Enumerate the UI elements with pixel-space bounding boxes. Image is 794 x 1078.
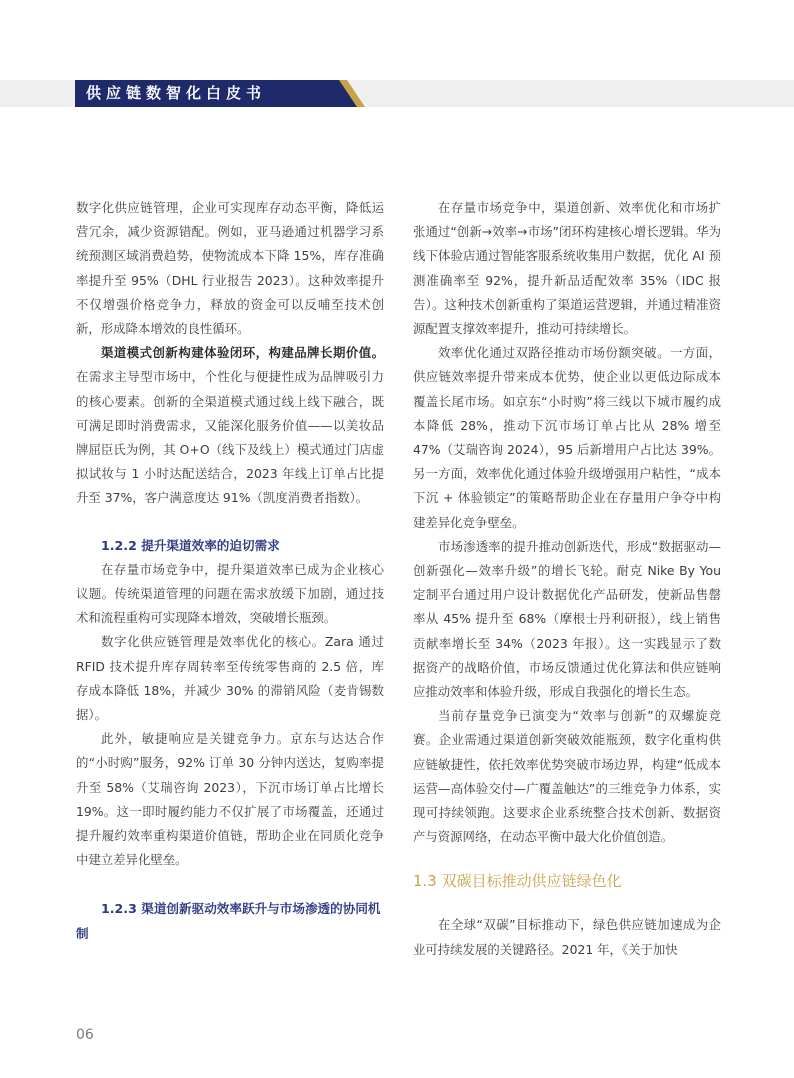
paragraph-lead: 渠道模式创新构建体验闭环，构建品牌长期价值。: [101, 345, 384, 361]
paragraph-body: 在需求主导型市场中，个性化与便捷性成为品牌吸引力的核心要素。创新的全渠道模式通过线上线下融合，既可满足即时消费需求，又能深化服务价值——以美妆品牌屈臣氏为例，其 O+O（线下及线上）模式通过门店虚拟试妆与 1 小时达配送结合，2023 年线上订单占比提升至 37%，客户满意度达 91%（凯度消费者指数）。: [76, 369, 384, 506]
paragraph: 市场渗透率的提升推动创新迭代，形成“数据驱动—创新强化—效率升级”的增长飞轮。耐克 Nike By You 定制平台通过用户设计数据优化产品研发，使新品售罄率从 45% 提升至 68%（摩根士丹利研报），线上销售贡献率增长至 34%（2023 年报）。这一实践显示了数据资产的战略价值，市场反馈通过优化算法和供应链响应推动效率和体验升级，形成自我强化的增长生态。: [413, 538, 721, 700]
paragraph: 效率优化通过双路径推动市场份额突破。一方面，供应链效率提升带来成本优势，使企业以更低边际成本覆盖长尾市场。如京东“小时购”将三线以下城市履约成本降低 28%，推动下沉市场订单占比从 28% 增至 47%（艾瑞咨询 2024），95 后新增用户占比达 39%。另一方面，效率优化通过体验升级增强用户粘性，“成本下沉 + 体验锁定”的策略帮助企业在存量用户争夺中构建差异化竞争壁垒。: [413, 345, 721, 530]
paragraph: 数字化供应链管理，企业可实现库存动态平衡，降低运营冗余，减少资源错配。例如，亚马逊通过机器学习系统预测区域消费趋势，使物流成本下降 15%，库存准确率提升至 95%（DHL 行业报告 2023）。这种效率提升不仅增强价格竞争力，释放的资金可以反哺至技术创新，形成降本增效的良性循环。: [76, 200, 384, 337]
section-heading-1-2-3: 1.2.3 渠道创新驱动效率跃升与市场渗透的协同机制: [76, 901, 381, 941]
paragraph: 数字化供应链管理是效率优化的核心。Zara 通过 RFID 技术提升库存周转率至传统零售商的 2.5 倍，库存成本降低 18%，并减少 30% 的滞销风险（麦肯锡数据）。: [76, 634, 384, 723]
page-number: 06: [76, 1027, 94, 1043]
paragraph: 在存量市场竞争中，提升渠道效率已成为企业核心议题。传统渠道管理的问题在需求放缓下加剧，通过技术和流程重构可实现降本增效，突破增长瓶颈。: [76, 561, 384, 626]
left-column: [76, 196, 384, 946]
paragraph: 当前存量竞争已演变为“效率与创新”的双螺旋竞赛。企业需通过渠道创新突破效能瓶颈，数字化重构供应链敏捷性，依托效率优势突破市场边界，构建“低成本运营—高体验交付—广覆盖触达”的三维竞争力体系，实现可持续领跑。这要求企业系统整合技术创新、数据资产与资源网络，在动态平衡中最大化价值创造。: [413, 708, 721, 845]
paragraph: 在存量市场竞争中，渠道创新、效率优化和市场扩张通过“创新→效率→市场”闭环构建核心增长逻辑。华为线下体验店通过智能客服系统收集用户数据，优化 AI 预测准确率至 92%，提升新品适配效率 35%（IDC 报告）。这种技术创新重构了渠道运营逻辑，并通过精准资源配置支撑效率提升，推动可持续增长。: [413, 200, 721, 337]
document-title: 供应链数智化白皮书: [86, 84, 267, 102]
section-heading-1-3: 1.3 双碳目标推动供应链绿色化: [413, 872, 622, 891]
right-column: [413, 196, 721, 962]
paragraph: 此外，敏捷响应是关键竞争力。京东与达达合作的“小时购”服务，92% 订单 30 分钟内送达，复购率提升至 58%（艾瑞咨询 2023），下沉市场订单占比增长 19%。这一即时履约能力不仅扩展了市场覆盖，还通过提升履约效率重构渠道价值链，帮助企业在同质化竞争中建立差异化壁垒。: [76, 731, 384, 868]
section-heading-1-2-2: 1.2.2 提升渠道效率的迫切需求: [101, 537, 280, 553]
paragraph: 在全球“双碳”目标推动下，绿色供应链加速成为企业可持续发展的关键路径。2021 年，《关于加快: [413, 917, 721, 957]
paragraph: [76, 341, 384, 510]
